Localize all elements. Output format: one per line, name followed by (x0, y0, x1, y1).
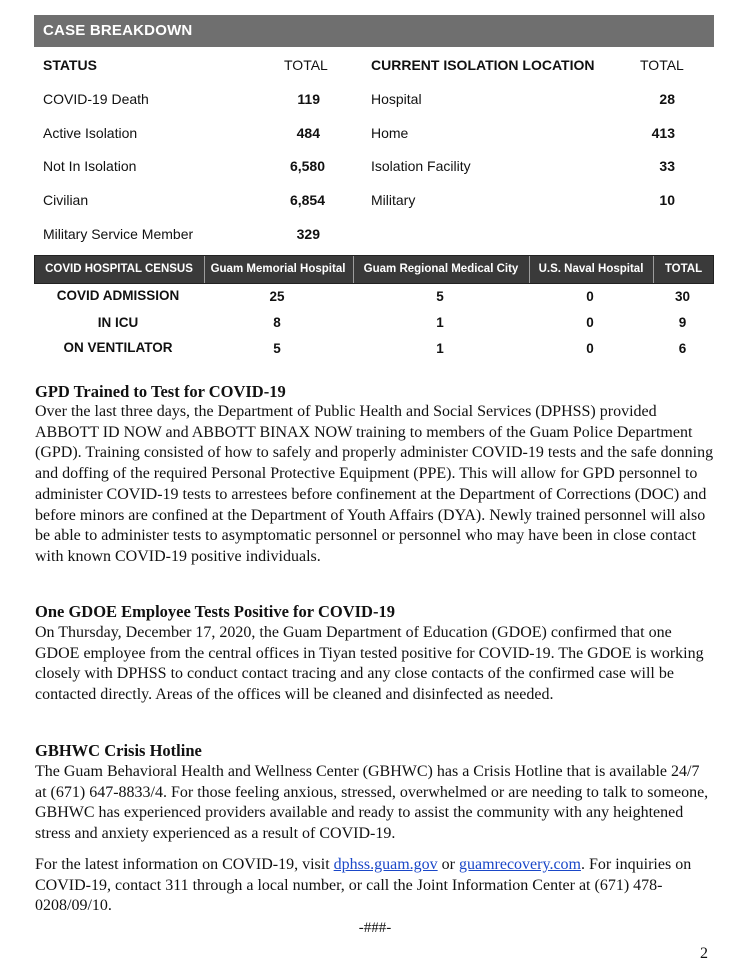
footer-text: or (437, 856, 459, 873)
census-row-label: COVID ADMISSION (56, 288, 180, 303)
census-header-cell: Guam Regional Medical City (363, 263, 519, 275)
status-label: Civilian (43, 192, 89, 208)
article-title-gbhwc: GBHWC Crisis Hotline (35, 741, 202, 760)
page-number: 2 (700, 945, 708, 962)
census-value: 5 (436, 289, 444, 304)
location-label: Isolation Facility (371, 158, 471, 174)
census-value: 6 (678, 341, 687, 356)
case-breakdown-title: CASE BREAKDOWN (34, 15, 714, 47)
census-value: 0 (586, 315, 594, 330)
status-value: 329 (296, 226, 320, 242)
census-value: 0 (586, 341, 594, 356)
location-value: 413 (651, 125, 675, 141)
location-value: 33 (659, 158, 675, 174)
status-value: 6,580 (289, 158, 325, 174)
location-label: Hospital (371, 91, 422, 107)
location-total-header: TOTAL (640, 57, 684, 73)
location-label: Military (371, 192, 416, 208)
status-label: COVID-19 Death (43, 91, 149, 107)
status-value: 484 (296, 125, 320, 141)
dphss-link[interactable]: dphss.guam.gov (333, 856, 438, 873)
footer-info (35, 855, 715, 917)
status-label: Not In Isolation (43, 158, 137, 174)
status-label: Active Isolation (43, 125, 138, 141)
census-value: 5 (273, 341, 281, 356)
article-text: The Guam Behavioral Health and Wellness Center (GBHWC) has a Crisis Hotline that is available 24/7 at (671) 647-8833/4. For those feeling anxious, stressed, overwhelmed or are needing to talk to someone, GBHWC has experienced providers available and ready to assist the community with any heightened stress and anxiety experienced as a result of COVID-19. (35, 763, 709, 843)
article-body-gdoe (35, 623, 715, 706)
location-label: Home (371, 125, 409, 141)
article-text: On Thursday, December 17, 2020, the Guam Department of Education (GDOE) confirmed that one GDOE employee from the central offices in Tiyan tested positive for COVID-19. The GDOE is working closely with DPHSS to conduct contact tracing and any close contacts of the confirmed case will be contacted directly. Areas of the offices will be cleaned and disinfected as needed. (35, 624, 704, 704)
article-title-gpd: GPD Trained to Test for COVID-19 (35, 382, 286, 401)
census-value: 0 (586, 289, 594, 304)
census-header-cell: Guam Memorial Hospital (210, 263, 346, 275)
census-row-label: ON VENTILATOR (63, 340, 173, 355)
status-label: Military Service Member (43, 226, 194, 242)
status-total-header: TOTAL (284, 57, 328, 73)
footer-text: . For inquiries on COVID-19, contact 311 through a local number, or call the Joint Information Center at (671) 478-0208/09/10. (35, 856, 692, 915)
census-value: 30 (674, 289, 691, 304)
location-header: CURRENT ISOLATION LOCATION (371, 57, 595, 73)
article-body-gpd (35, 402, 715, 568)
guamrecovery-link[interactable]: guamrecovery.com (458, 856, 581, 873)
article-text: Over the last three days, the Department of Public Health and Social Services (DPHSS) provided ABBOTT ID NOW and ABBOTT BINAX NOW training to members of the Guam Police Department (GPD). Training consisted of how to safely and properly administer COVID-19 tests and the safe donning and doffing of the required Personal Protective Equipment (PPE). This will allow for GPD personnel to administer COVID-19 tests to arrestees before confinement at the Department of Corrections (DOC) and before minors are confined at the Department of Youth Affairs (DYA). Newly trained personnel will also be able to administer tests to asymptomatic personnel or personnel who may have been in close contact with known COVID-19 positive individuals. (35, 403, 714, 565)
census-value: 9 (678, 315, 687, 330)
census-value: 1 (436, 315, 444, 330)
status-header: STATUS (43, 57, 97, 73)
census-header-cell: U.S. Naval Hospital (538, 263, 644, 275)
census-header-cell: TOTAL (664, 263, 703, 275)
article-title-gdoe: One GDOE Employee Tests Positive for COVID-19 (35, 602, 395, 621)
location-value: 28 (659, 91, 675, 107)
article-body-gbhwc (35, 762, 715, 845)
census-header-cell: COVID HOSPITAL CENSUS (45, 263, 193, 275)
location-value: 10 (659, 192, 675, 208)
census-row-label: IN ICU (97, 315, 139, 330)
end-mark: -###- (358, 920, 392, 936)
status-value: 6,854 (289, 192, 325, 208)
footer-text: For the latest information on COVID-19, visit (35, 856, 334, 873)
status-value: 119 (297, 91, 320, 107)
census-value: 8 (273, 315, 281, 330)
census-value: 1 (436, 341, 444, 356)
census-value: 25 (269, 289, 285, 304)
hospital-census-header (34, 255, 714, 284)
